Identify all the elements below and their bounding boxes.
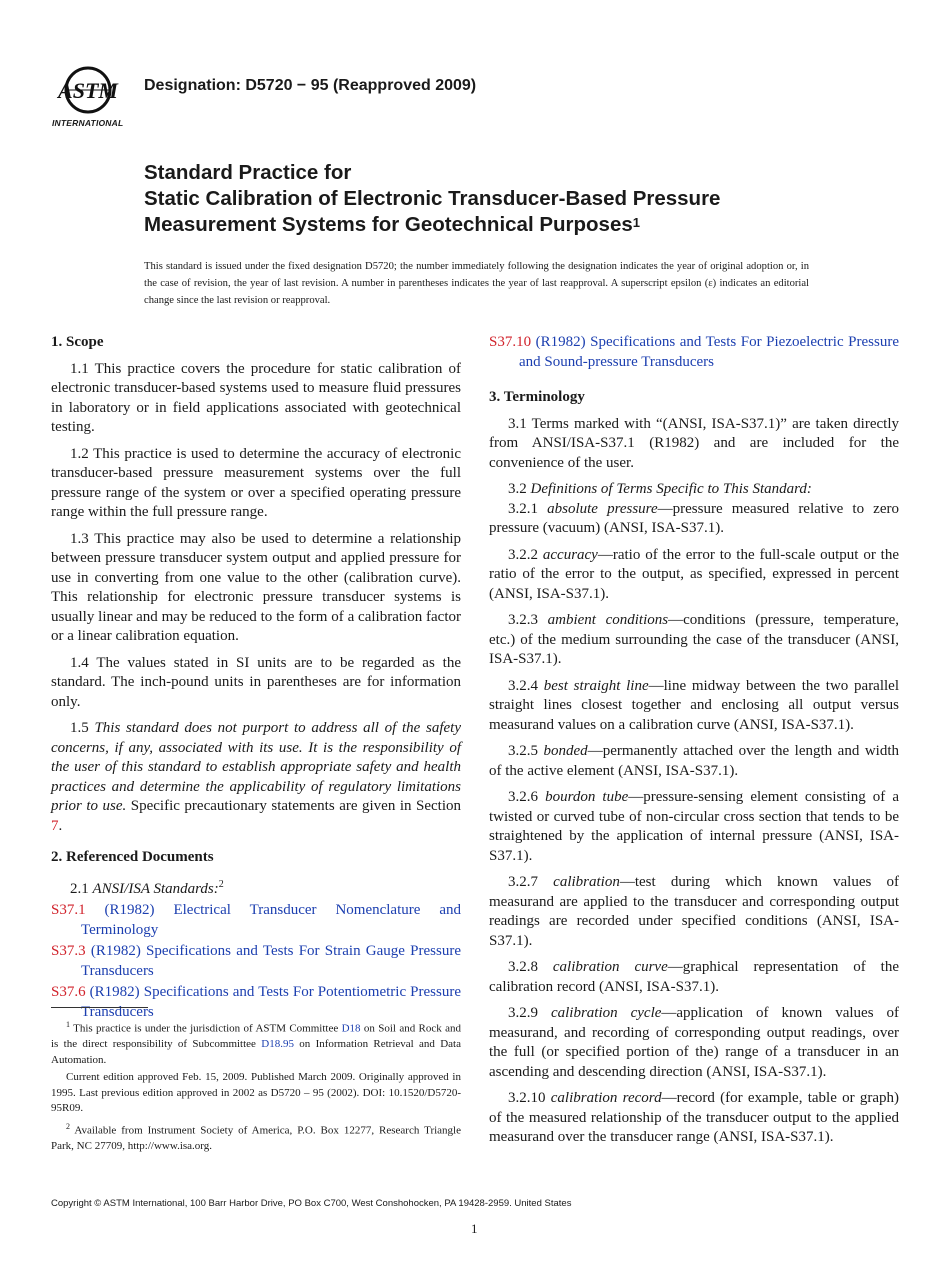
section-heading-scope: 1. Scope <box>51 334 104 350</box>
safety-caveat: This standard does not purport to address all of the safety concerns, if any, associated with its use. It is the responsibility of the user of this standard to establish appropriate safety and health practices and determine the applicability of regulatory limitations prior to use. <box>51 720 462 814</box>
footnote-mark: 2 <box>218 878 224 890</box>
paragraph-number: 3.2 <box>508 481 531 497</box>
svg-text:ASTM: ASTM <box>58 78 118 103</box>
copyright-notice: Copyright © ASTM International, 100 Barr Harbor Drive, PO Box C700, West Conshohocken, PA 19428-2959. United States <box>51 1198 572 1209</box>
paragraph-3-2 <box>489 480 899 500</box>
definition-text: —application of known values of measurand, and recording of corresponding output readings, over the full (or specified portion of the) range of a transducer in an ascending and descending direction (ANSI, ISA-S37.1). <box>489 1005 899 1080</box>
designation: Designation: D5720 − 95 (Reapproved 2009) <box>144 77 477 94</box>
footnote-mark: 2 <box>66 1121 70 1131</box>
definition-number: 3.2.3 <box>508 612 548 628</box>
definition-3-2-7 <box>489 873 899 951</box>
definition-term: absolute pressure <box>547 500 658 517</box>
page-number: 1 <box>471 1221 478 1236</box>
definition-term: bourdon tube <box>545 789 629 805</box>
definition-3-2-8 <box>489 958 899 997</box>
paragraph-2-1 <box>51 875 461 900</box>
definition-3-2-2 <box>489 546 899 605</box>
title-line-3 <box>144 212 864 238</box>
reference-code-link[interactable]: S37.3 <box>51 943 86 959</box>
reference-title-link[interactable]: (R1982) Specifications and Tests For Strain Gauge Pressure Transducers <box>81 943 461 979</box>
definition-number: 3.2.1 <box>508 500 548 517</box>
definition-term: best straight line <box>543 677 649 694</box>
definition-term: calibration record <box>550 1090 662 1106</box>
definition-3-2-4 <box>489 677 899 736</box>
reference-title-link[interactable]: (R1982) Electrical Transducer Nomenclature and Terminology <box>81 902 461 938</box>
definition-text: —line midway between the two parallel straight lines closest together and enclosing all output versus measurand values on a calibration curve (ANSI, ISA-S37.1). <box>489 677 900 733</box>
document-title <box>144 160 864 238</box>
paragraph-3-1: 3.1 Terms marked with “(ANSI, ISA-S37.1)” are taken directly from ANSI/ISA-S37.1 (R1982) and are included for the convenience of the user. <box>489 415 899 471</box>
paragraph-1-3: 1.3 This practice may also be used to determine a relationship between pressure transducer system output and applied pressure for use in converting from one value to the other (calibration curve). This relationship for electronic pressure transducer systems is usually linear and may be reduced to the form of a calibration factor or a linear calibration equation. <box>51 530 461 644</box>
definition-text: —record (for example, table or graph) of the measured relationship of the transducer output to the applied measurand over the transducer range (ANSI, ISA-S37.1). <box>489 1090 900 1145</box>
footnote-rule <box>51 1007 148 1008</box>
definition-number: 3.2.5 <box>508 743 544 759</box>
definition-number: 3.2.6 <box>508 789 546 805</box>
definition-text: —graphical representation of the calibration record (ANSI, ISA-S37.1). <box>489 959 900 995</box>
reference-title-link[interactable]: (R1982) Specifications and Tests For Potentiometric Pressure Transducers <box>81 984 462 1020</box>
definition-3-2-5 <box>489 742 899 781</box>
paragraph-1-5 <box>51 719 461 836</box>
definition-3-2-9 <box>489 1004 899 1082</box>
paragraph-1-4: 1.4 The values stated in SI units are to be regarded as the standard. The inch-pound units in parentheses are for information only. <box>51 654 461 710</box>
title-line-2: Static Calibration of Electronic Transducer-Based Pressure <box>144 187 721 210</box>
ansi-isa-standards-label: ANSI/ISA Standards: <box>92 880 219 897</box>
definition-number: 3.2.4 <box>508 677 544 694</box>
reference-item <box>51 942 461 981</box>
reference-code-link[interactable]: S37.10 <box>489 334 532 350</box>
footnote-1 <box>51 1017 461 1068</box>
definition-3-2-1 <box>489 500 899 539</box>
definition-text: —pressure-sensing element consisting of a twisted or curved tube of non-circular cross section that tends to be straightened by the application of internal pressure (ANSI, ISA-S37.1). <box>489 789 899 864</box>
definition-number: 3.2.2 <box>508 546 543 563</box>
definition-text: —pressure measured relative to zero pressure (vacuum) (ANSI, ISA-S37.1). <box>489 500 899 536</box>
section-heading-referenced-documents: 2. Referenced Documents <box>51 849 214 865</box>
paragraph-text: Specific precautionary statements are given in Section <box>126 798 461 814</box>
reference-item <box>51 901 461 940</box>
definitions-label: Definitions of Terms Specific to This Standard: <box>530 481 812 497</box>
subcommittee-link[interactable]: D18.95 <box>261 1038 294 1051</box>
definition-term: ambient conditions <box>547 612 669 628</box>
section-7-link[interactable]: 7 <box>51 817 59 834</box>
right-column <box>489 333 899 1155</box>
definition-3-2-10 <box>489 1089 899 1148</box>
definition-text: —permanently attached over the length and width of the active element (ANSI, ISA-S37.1). <box>489 743 900 779</box>
reference-item <box>489 333 899 372</box>
footnote-text: This practice is under the jurisdiction of ASTM Committee <box>70 1022 342 1035</box>
definition-term: bonded <box>543 743 588 759</box>
footnote-text: on Information Retrieval and Data Automation. <box>51 1038 461 1066</box>
paragraph-end: . <box>58 817 63 834</box>
paragraph-1-1: 1.1 This practice covers the procedure for static calibration of electronic transducer-based systems used to measure fluid pressures in laboratory or in field applications associated with geotechnical testing. <box>51 360 461 435</box>
definition-term: calibration <box>553 874 620 890</box>
definition-number: 3.2.7 <box>508 874 554 890</box>
footnote-1-edition: Current edition approved Feb. 15, 2009. Published March 2009. Originally approved in 1995. Last previous edition approved in 2002 as D5720 – 95 (2002). DOI: 10.1520/D5720-95R09. <box>51 1071 461 1115</box>
reference-title-link[interactable]: (R1982) Specifications and Tests For Piezoelectric Pressure and Sound-pressure Transducers <box>519 334 899 370</box>
logo-caption: INTERNATIONAL <box>52 118 124 128</box>
left-column <box>51 333 461 1024</box>
definition-text: —conditions (pressure, temperature, etc.) of the medium surrounding the case of the transducer (ANSI, ISA-S37.1). <box>489 612 899 667</box>
footnote-2 <box>51 1119 461 1155</box>
definition-term: accuracy <box>542 546 598 563</box>
definition-term: calibration curve <box>552 959 668 975</box>
definition-3-2-3 <box>489 611 899 670</box>
section-heading-terminology: 3. Terminology <box>489 389 585 405</box>
paragraph-number: 2.1 <box>70 880 93 897</box>
paragraph-1-2: 1.2 This practice is used to determine the accuracy of electronic transducer-based pressure measurement systems over the full pressure range of the system or over a specified operating pressure range within the full pressure range. <box>51 445 461 520</box>
title-line-1: Standard Practice for <box>144 161 352 184</box>
title-footnote-mark: 1 <box>632 215 640 230</box>
reference-code-link[interactable]: S37.1 <box>51 902 86 918</box>
definition-text: —ratio of the error to the full-scale output or the ratio of the error to the output, as specified, expressed in percent (ANSI, ISA-S37.1). <box>489 546 900 602</box>
reference-code-link[interactable]: S37.6 <box>51 984 86 1000</box>
paragraph-number: 1.5 <box>70 720 95 736</box>
committee-link[interactable]: D18 <box>341 1022 361 1035</box>
definition-number: 3.2.10 <box>508 1090 551 1106</box>
footnotes <box>51 1017 461 1156</box>
title-line-3-text: Measurement Systems for Geotechnical Purposes <box>144 213 633 236</box>
astm-logo <box>52 60 136 132</box>
footnote-text: on Soil and Rock and is the direct responsibility of Subcommittee <box>51 1022 462 1051</box>
designation-notice: This standard is issued under the fixed designation D5720; the number immediately following the designation indicates the year of original adoption or, in the case of revision, the year of last revision. A number in parentheses indicates the year of last reapproval. A superscript epsilon (ε) indicates an editorial change since the last revision or reapproval. <box>144 261 809 306</box>
definition-number: 3.2.9 <box>508 1005 551 1021</box>
definition-3-2-6 <box>489 788 899 866</box>
footnote-text: Available from Instrument Society of America, P.O. Box 12277, Research Triangle Park, NC 27709, http://www.isa.org. <box>51 1124 461 1152</box>
definition-text: —test during which known values of measurand are applied to the transducer and corresponding output readings are recorded under specified conditions (ANSI, ISA-S37.1). <box>489 874 899 949</box>
definition-term: calibration cycle <box>550 1005 662 1021</box>
footnote-mark: 1 <box>66 1020 70 1029</box>
definition-number: 3.2.8 <box>508 959 553 975</box>
